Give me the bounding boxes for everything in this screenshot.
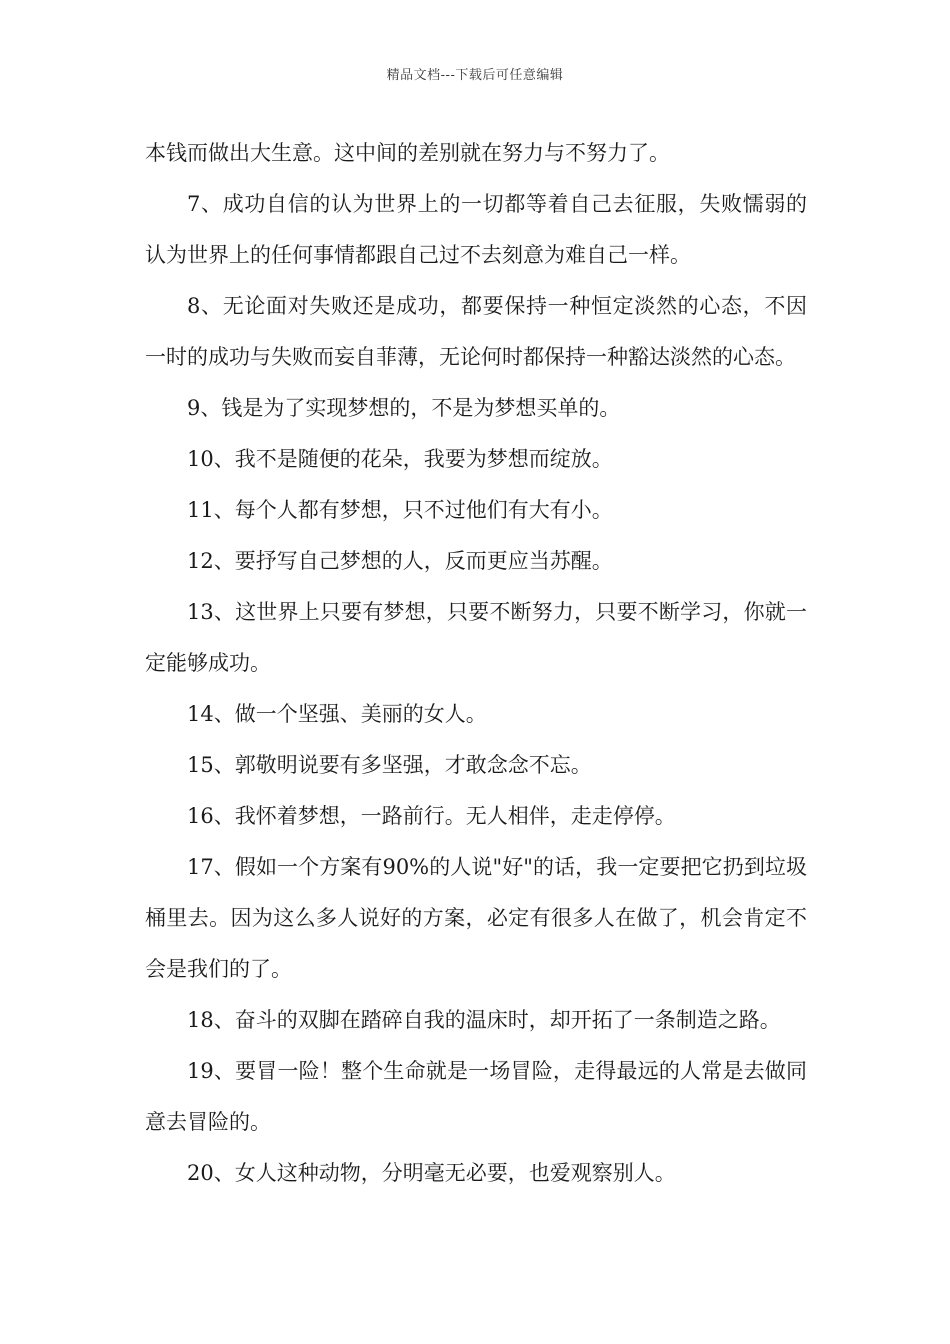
paragraph-item-8: 8、无论面对失败还是成功，都要保持一种恒定淡然的心态，不因一时的成功与失败而妄自菲薄，无论何时都保持一种豁达淡然的心态。 [145, 294, 807, 369]
paragraph-item-16: 16、我怀着梦想，一路前行。无人相伴，走走停停。 [187, 804, 676, 828]
paragraph-item-9: 9、钱是为了实现梦想的，不是为梦想买单的。 [187, 396, 621, 420]
paragraph-item-14: 14、做一个坚强、美丽的女人。 [187, 702, 487, 726]
paragraph-item-13: 13、这世界上只要有梦想，只要不断努力，只要不断学习，你就一定能够成功。 [145, 600, 807, 675]
paragraph-item-12: 12、要抒写自己梦想的人，反而更应当苏醒。 [187, 549, 613, 573]
document-body [145, 128, 807, 1199]
paragraph-continuation: 本钱而做出大生意。这中间的差别就在努力与不努力了。 [145, 141, 670, 165]
paragraph-item-18: 18、奋斗的双脚在踏碎自我的温床时，却开拓了一条制造之路。 [187, 1008, 781, 1032]
paragraph-item-11: 11、每个人都有梦想，只不过他们有大有小。 [187, 498, 613, 522]
page-header: 精品文档---下载后可任意编辑 [386, 68, 564, 83]
paragraph-item-10: 10、我不是随便的花朵，我要为梦想而绽放。 [187, 447, 613, 471]
paragraph-item-19: 19、要冒一险！整个生命就是一场冒险，走得最远的人常是去做同意去冒险的。 [145, 1059, 807, 1134]
paragraph-item-7: 7、成功自信的认为世界上的一切都等着自己去征服，失败懦弱的认为世界上的任何事情都跟自己过不去刻意为难自己一样。 [145, 192, 807, 267]
paragraph-item-20: 20、女人这种动物，分明毫无必要，也爱观察别人。 [187, 1161, 676, 1185]
paragraph-item-17: 17、假如一个方案有90%的人说"好"的话，我一定要把它扔到垃圾桶里去。因为这么多人说好的方案，必定有很多人在做了，机会肯定不会是我们的了。 [145, 855, 807, 981]
paragraph-item-15: 15、郭敬明说要有多坚强，才敢念念不忘。 [187, 753, 592, 777]
